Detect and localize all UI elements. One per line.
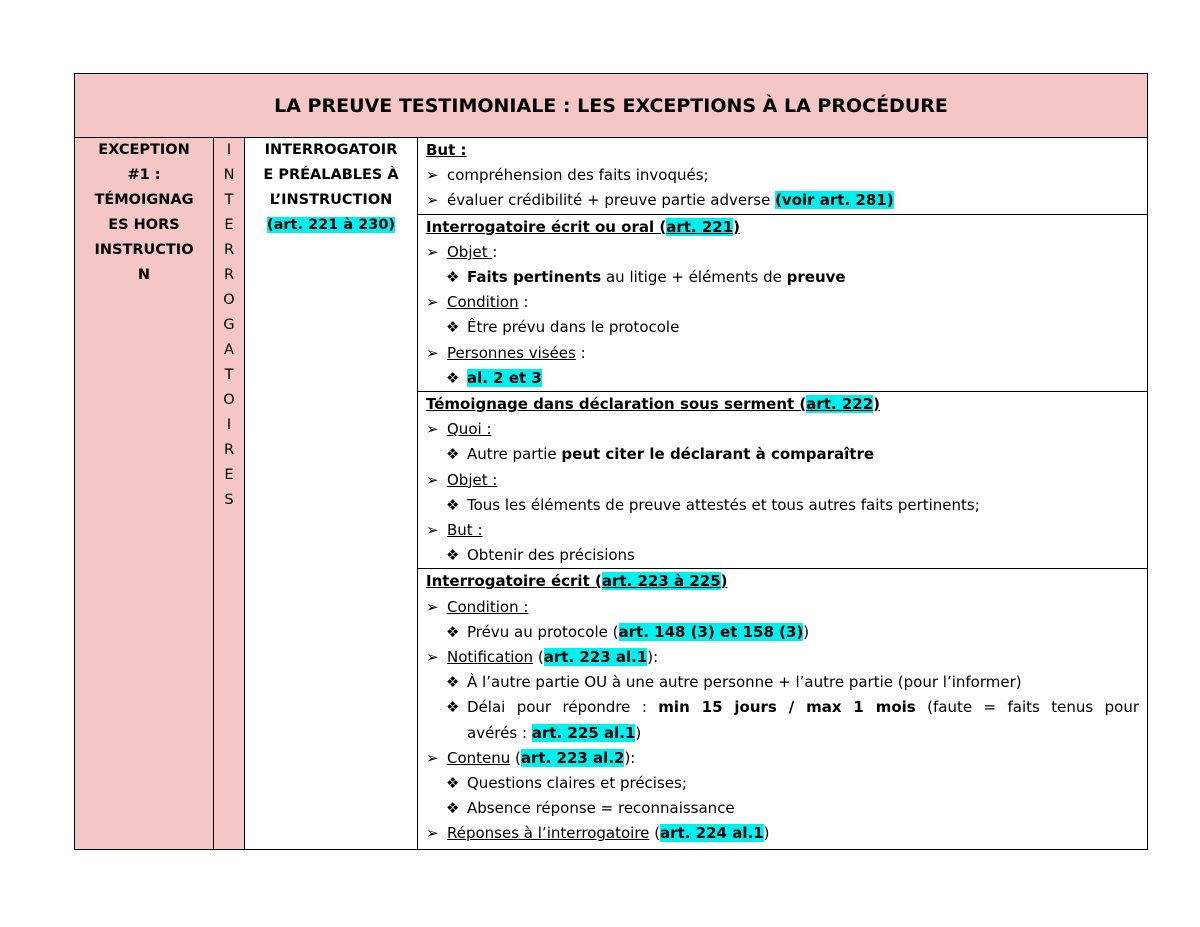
- diamond-bullet-icon: ❖: [446, 495, 460, 514]
- section-temoignage-declaration: [418, 392, 1148, 569]
- diamond-bullet-icon: ❖: [446, 622, 460, 641]
- arrow-bullet-icon: ➢: [426, 748, 439, 767]
- vertical-label-column: [214, 138, 245, 850]
- table-title: LA PREUVE TESTIMONIALE : LES EXCEPTIONS À LA PROCÉDURE: [274, 94, 948, 117]
- diamond-bullet-icon: ❖: [446, 546, 460, 565]
- sub-label: Objet :: [447, 470, 498, 489]
- bullet-text: au litige + éléments de: [601, 268, 787, 287]
- diamond-bullet-icon: ❖: [446, 698, 460, 717]
- vertical-letter: T: [224, 192, 234, 208]
- arrow-bullet-icon: ➢: [426, 597, 439, 616]
- diamond-bullet-icon: ❖: [446, 368, 460, 387]
- exception-line: N: [137, 267, 151, 283]
- arrow-bullet-icon: ➢: [426, 470, 439, 489]
- diamond-bullet-icon: ❖: [446, 268, 460, 287]
- paren-close: ):: [624, 748, 636, 767]
- bullet-text: Prévu au protocole (: [467, 622, 619, 641]
- bullet-text: Autre partie: [467, 445, 562, 464]
- article-ref: art. 148 (3) et 158 (3): [618, 622, 804, 641]
- section-interrogatoire-ecrit-oral: [418, 214, 1148, 391]
- table-title-cell: [75, 74, 1148, 138]
- paren-close: ): [763, 824, 770, 843]
- paren-close: ):: [647, 648, 659, 667]
- article-ref: art. 223 al.1: [543, 648, 648, 667]
- arrow-bullet-icon: ➢: [426, 343, 439, 362]
- vertical-letter: O: [223, 292, 235, 308]
- arrow-bullet-icon: ➢: [426, 242, 439, 261]
- article-ref: art. 225 al.1: [531, 723, 636, 742]
- article-ref: art. 222: [806, 395, 874, 414]
- article-ref: al. 2 et 3: [467, 368, 542, 387]
- vertical-letter: O: [223, 392, 235, 408]
- bullet-text: (faute = faits tenus pour: [915, 698, 1139, 717]
- arrow-bullet-icon: ➢: [426, 293, 439, 312]
- colon: :: [518, 293, 529, 312]
- bullet-text: À l’autre partie OU à une autre personne + l’autre partie (pour l’informer): [467, 673, 1022, 692]
- article-ref: art. 224 al.1: [660, 824, 764, 843]
- sub-label: Condition: [447, 293, 519, 312]
- exception-column: [75, 138, 214, 850]
- topic-article-ref: (art. 221 à 230): [266, 217, 396, 233]
- bullet-text: Absence réponse = reconnaissance: [467, 799, 735, 818]
- vertical-letter: I: [226, 417, 232, 433]
- diamond-bullet-icon: ❖: [446, 799, 460, 818]
- paren-close: ): [635, 723, 642, 742]
- section-interrogatoire-ecrit: [418, 569, 1148, 849]
- sub-label: Contenu: [447, 748, 511, 767]
- exception-line: #1 :: [127, 167, 161, 183]
- topic-line: E PRÉALABLES À: [263, 167, 399, 183]
- arrow-bullet-icon: ➢: [426, 521, 439, 540]
- vertical-letter: E: [224, 217, 234, 233]
- vertical-letter: E: [224, 467, 234, 483]
- article-ref: art. 223 al.2: [520, 748, 625, 767]
- article-ref: art. 223 à 225: [601, 572, 721, 591]
- section-heading: Témoignage dans déclaration sous serment (: [426, 395, 807, 414]
- arrow-bullet-icon: ➢: [426, 420, 439, 439]
- article-ref: art. 221: [666, 217, 734, 236]
- arrow-bullet-icon: ➢: [426, 166, 439, 185]
- section-heading: But :: [426, 141, 467, 159]
- diamond-bullet-icon: ❖: [446, 445, 460, 464]
- topic-line: INTERROGATOIR: [264, 142, 398, 158]
- sub-label: Quoi :: [447, 420, 492, 439]
- exception-line: TÉMOIGNAG: [94, 192, 194, 208]
- paren-close: ): [873, 395, 881, 414]
- summary-table: [74, 73, 1148, 850]
- section-heading: Interrogatoire écrit ou oral (: [426, 217, 667, 236]
- vertical-letter: I: [226, 142, 232, 158]
- paren-close: ): [803, 622, 810, 641]
- paren-open: (: [533, 648, 544, 667]
- vertical-letter: G: [223, 317, 235, 333]
- exception-line: ES HORS: [108, 217, 180, 233]
- bullet-text: Délai pour répondre :: [467, 698, 659, 717]
- section-heading: Interrogatoire écrit (: [426, 572, 602, 591]
- article-ref: (voir art. 281): [775, 191, 894, 210]
- sub-label: Personnes visées: [447, 343, 576, 362]
- bullet-text: Obtenir des précisions: [467, 546, 635, 565]
- vertical-letter: S: [224, 492, 234, 508]
- vertical-letter: R: [223, 442, 235, 458]
- colon: :: [492, 242, 498, 261]
- bold-text: preuve: [786, 268, 846, 287]
- bold-text: Faits pertinents: [467, 268, 602, 287]
- arrow-bullet-icon: ➢: [426, 191, 439, 210]
- diamond-bullet-icon: ❖: [446, 673, 460, 692]
- exception-line: INSTRUCTIO: [94, 242, 194, 258]
- topic-column: [245, 138, 418, 850]
- vertical-letter: T: [224, 367, 234, 383]
- bold-text: peut citer le déclarant à comparaître: [561, 445, 875, 464]
- arrow-bullet-icon: ➢: [426, 824, 439, 843]
- paren-close: ): [733, 217, 741, 236]
- vertical-letter: A: [224, 342, 234, 358]
- diamond-bullet-icon: ❖: [446, 774, 460, 793]
- vertical-letter: R: [223, 242, 235, 258]
- colon: :: [575, 343, 586, 362]
- vertical-letter: R: [223, 267, 235, 283]
- sub-label: Réponses à l’interrogatoire: [447, 824, 650, 843]
- bullet-text: compréhension des faits invoqués;: [447, 166, 709, 185]
- vertical-letter: N: [223, 167, 235, 183]
- topic-line: L’INSTRUCTION: [269, 192, 393, 208]
- arrow-bullet-icon: ➢: [426, 648, 439, 667]
- exception-line: EXCEPTION: [98, 142, 190, 158]
- bullet-text: avérés :: [467, 723, 532, 742]
- section-but: [418, 138, 1148, 215]
- paren-open: (: [510, 748, 521, 767]
- sub-label: Notification: [447, 648, 534, 667]
- sub-label: Condition :: [447, 597, 529, 616]
- sub-label: But :: [447, 521, 483, 540]
- diamond-bullet-icon: ❖: [446, 318, 460, 337]
- paren-open: (: [649, 824, 661, 843]
- bold-text: min 15 jours / max 1 mois: [658, 698, 916, 717]
- bullet-text: Tous les éléments de preuve attestés et tous autres faits pertinents;: [467, 495, 980, 514]
- paren-close: ): [720, 572, 728, 591]
- sub-label: Objet: [447, 242, 493, 261]
- bullet-text: Être prévu dans le protocole: [467, 318, 680, 337]
- bullet-text: évaluer crédibilité + preuve partie adverse: [447, 191, 776, 210]
- bullet-text: Questions claires et précises;: [467, 774, 687, 793]
